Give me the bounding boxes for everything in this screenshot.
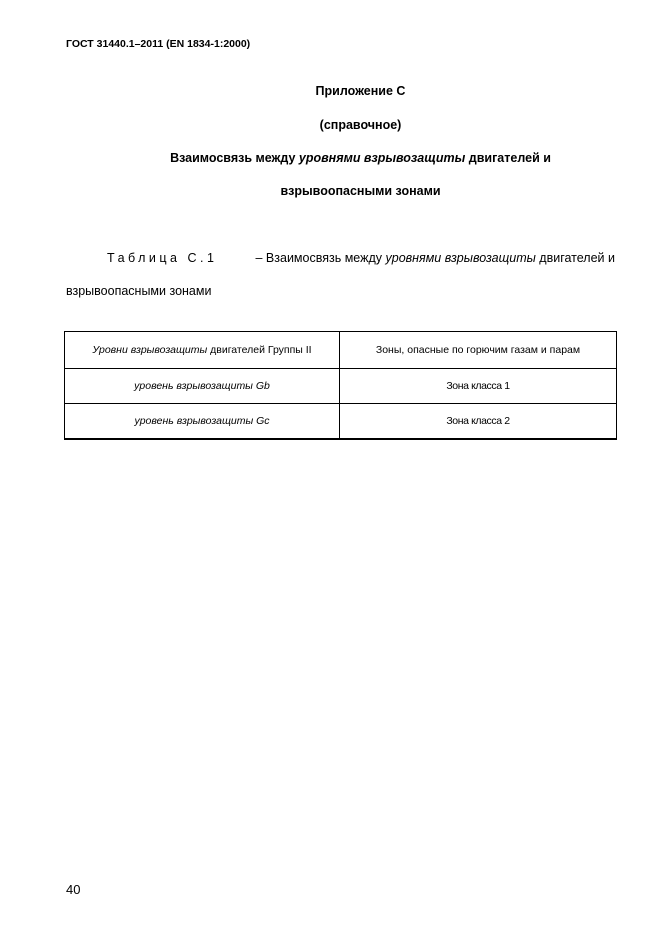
table-caption: [107, 251, 615, 265]
appendix-heading: [0, 151, 661, 165]
table-row: [65, 369, 617, 404]
appendix-heading-line2: взрывоопасными зонами: [280, 184, 441, 198]
table-header-row: [65, 332, 617, 369]
header-cell-zones: Зоны, опасные по горючим газам и парам: [340, 332, 617, 369]
table-caption-text: – Взаимосвязь между уровнями взрывозащиты двигателей и: [255, 251, 615, 265]
caption-emphasis: уровнями взрывозащиты: [385, 251, 536, 265]
header-emphasis: Уровни взрывозащиты: [92, 344, 208, 356]
table-caption-line2: взрывоопасными зонами: [66, 284, 212, 298]
table-row: [65, 404, 617, 440]
document-header: ГОСТ 31440.1–2011 (EN 1834-1:2000): [66, 38, 251, 50]
zone-cell: Зона класса 1: [340, 369, 617, 404]
appendix-title: Приложение С: [315, 84, 406, 98]
zone-cell: Зона класса 2: [340, 404, 617, 440]
header-cell-levels: Уровни взрывозащиты двигателей Группы II: [65, 332, 340, 369]
appendix-status: (справочное): [319, 118, 402, 132]
level-cell: уровень взрывозащиты Gb: [65, 369, 340, 404]
heading-text-end: двигателей и: [465, 151, 551, 165]
heading-text: Взаимосвязь между: [170, 151, 299, 165]
zones-table: [64, 331, 617, 440]
level-cell: уровень взрывозащиты Gc: [65, 404, 340, 440]
heading-emphasis: уровнями взрывозащиты: [298, 151, 466, 165]
page-number: 40: [66, 882, 81, 897]
table-caption-label: Таблица С.1: [107, 251, 218, 265]
